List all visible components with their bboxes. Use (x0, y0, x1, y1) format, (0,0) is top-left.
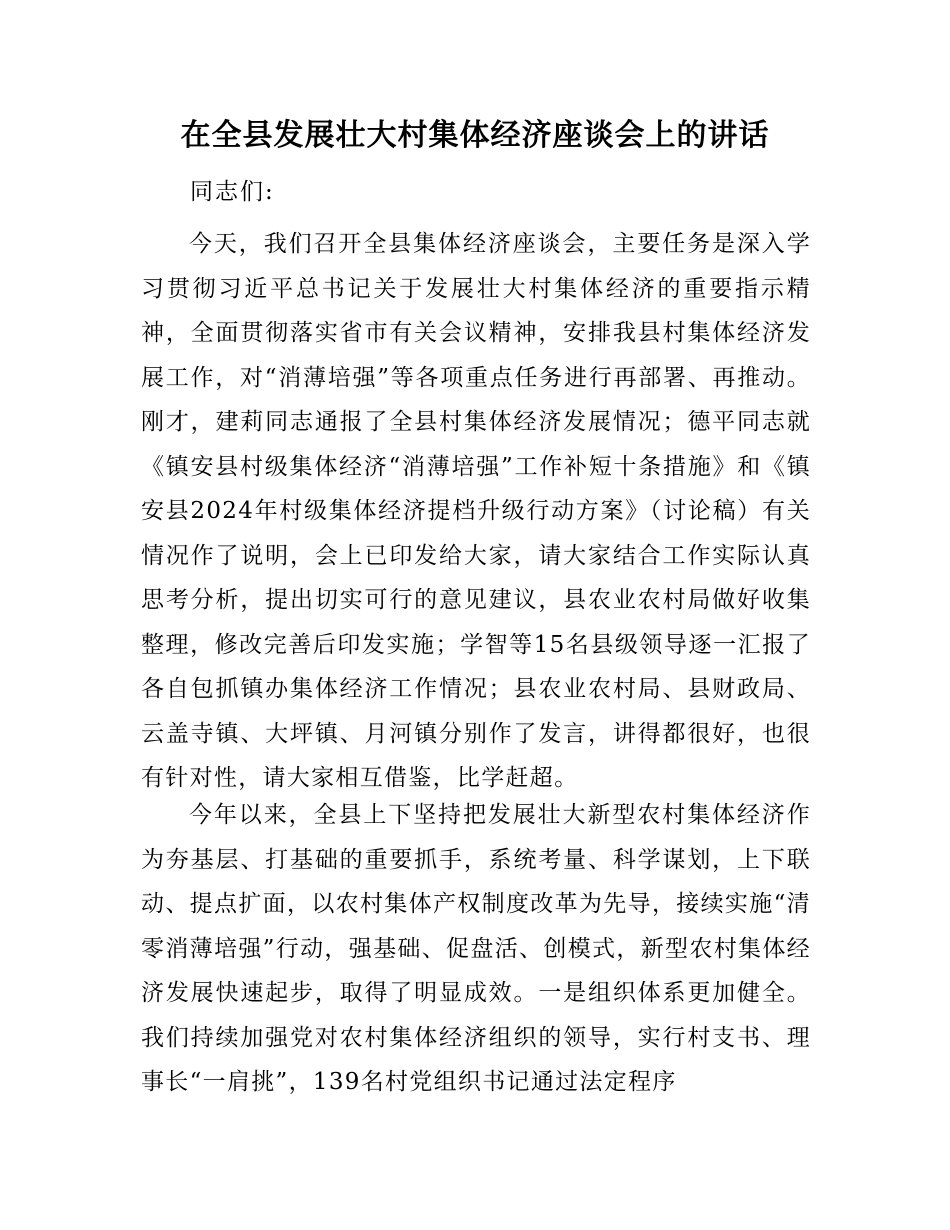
paragraph-2: 今年以来，全县上下坚持把发展壮大新型农村集体经济作为夯基层、打基础的重要抓手，系统考量、科学谋划，上下联动、提点扩面，以农村集体产权制度改革为先导，接续实施“清零消薄培强”行动，强基础、促盘活、创模式，新型农村集体经济发展快速起步，取得了明显成效。一是组织体系更加健全。我们持续加强党对农村集体经济组织的领导，实行村支书、理事长“一肩挑”，139名村党组织书记通过法定程序 (141, 802, 811, 1095)
salutation: 同志们: (190, 179, 275, 205)
document-title: 在全县发展壮大村集体经济座谈会上的讲话 (180, 118, 770, 153)
paragraph-1: 今天，我们召开全县集体经济座谈会，主要任务是深入学习贯彻习近平总书记关于发展壮大村集体经济的重要指示精神，全面贯彻落实省市有关会议精神，安排我县村集体经济发展工作，对“消薄培强”等各项重点任务进行再部署、再推动。刚才，建莉同志通报了全县村集体经济发展情况；德平同志就《镇安县村级集体经济“消薄培强”工作补短十条措施》和《镇安县2024年村级集体经济提档升级行动方案》（讨论稿）有关情况作了说明，会上已印发给大家，请大家结合工作实际认真思考分析，提出切实可行的意见建议，县农业农村局做好收集整理，修改完善后印发实施；学智等15名县级领导逐一汇报了各自包抓镇办集体经济工作情况；县农业农村局、县财政局、云盖寺镇、大坪镇、月河镇分别作了发言，讲得都很好，也很有针对性，请大家相互借鉴，比学赶超。 (141, 231, 811, 791)
